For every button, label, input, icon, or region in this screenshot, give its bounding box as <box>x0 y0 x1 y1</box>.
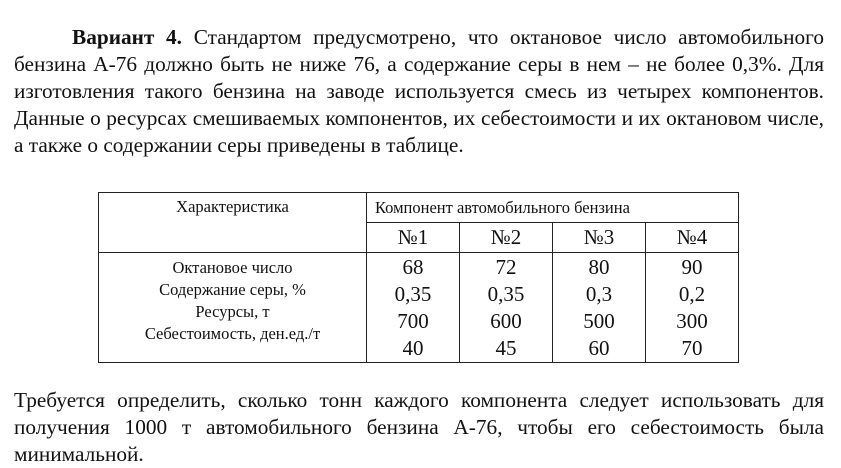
component-3-values <box>553 253 646 363</box>
problem-question: Требуется определить, сколько тонн каждого компонента следует использовать для получения 1000 т автомобильного бензина А-76, чтобы его себестоимость была минимальной. <box>14 388 824 467</box>
table-cell: 45 <box>495 336 517 360</box>
table-cell: 70 <box>681 336 703 360</box>
components-table <box>98 192 739 363</box>
table-cell: 60 <box>588 336 610 360</box>
problem-intro <box>14 24 824 159</box>
component-2-values <box>460 253 553 363</box>
component-header: №1 <box>367 223 460 253</box>
table-cell: 72 <box>495 255 517 279</box>
table-cell: 0,35 <box>487 282 525 306</box>
component-header: №2 <box>460 223 553 253</box>
table-cell: 300 <box>676 309 708 333</box>
component-header: №4 <box>646 223 739 253</box>
header-characteristic: Характеристика <box>99 193 367 253</box>
table-cell: 0,3 <box>585 282 613 306</box>
table-cell: 80 <box>588 255 610 279</box>
characteristic-label: Себестоимость, ден.ед./т <box>144 324 321 343</box>
table-cell: 68 <box>402 255 424 279</box>
component-1-values <box>367 253 460 363</box>
characteristic-label: Ресурсы, т <box>195 302 270 321</box>
table-cell: 500 <box>583 309 615 333</box>
table-cell: 700 <box>397 309 429 333</box>
component-header: №3 <box>553 223 646 253</box>
characteristics-cell <box>99 253 367 363</box>
component-4-values <box>646 253 739 363</box>
table-cell: 0,35 <box>394 282 432 306</box>
table-header-row <box>99 193 739 223</box>
table-data-row <box>99 253 739 363</box>
table-cell: 90 <box>681 255 703 279</box>
table-cell: 600 <box>490 309 522 333</box>
variant-label: Вариант 4. <box>72 25 183 50</box>
characteristic-label: Октановое число <box>172 258 293 277</box>
table-cell: 0,2 <box>678 282 706 306</box>
header-component: Компонент автомобильного бензина <box>367 193 739 223</box>
intro-text: Стандартом предусмотрено, что октановое число автомобильного бензина А-76 должно быть не ниже 76, а содержание серы в нем – не более 0,3%. Для изготовления такого бензина на заводе используется смесь из четырех компонентов. Данные о ресурсах смешиваемых компонентов, их себестоимости и их октановом числе, а также о содержании серы приведены в таблице. <box>14 25 824 158</box>
table-cell: 40 <box>402 336 424 360</box>
characteristic-label: Содержание серы, % <box>159 280 306 299</box>
